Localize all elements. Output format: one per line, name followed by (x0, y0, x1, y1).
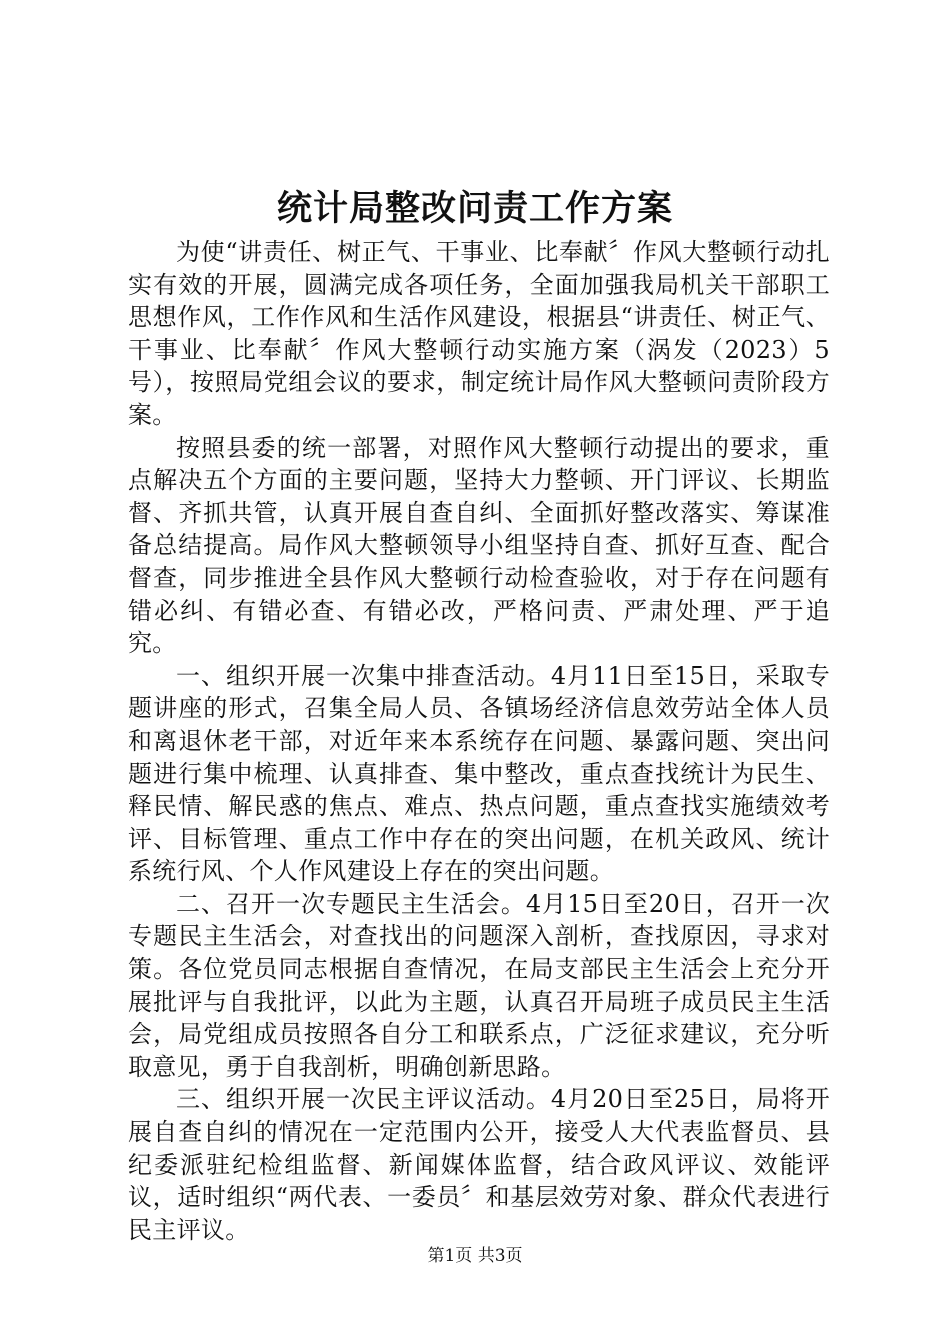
page-number-footer: 第1页 共3页 (427, 1246, 523, 1266)
document-title: 统计局整改问责工作方案 (276, 188, 673, 229)
paragraph-section-three: 三、组织开展一次民主评议活动。4月20日至25日，局将开展自查自纠的情况在一定范围内公开，接受人大代表监督员、县纪委派驻纪检组监督、新闻媒体监督，结合政风评议、效能评议，适时组织“两代表、一委员〞和基层效劳对象、群众代表进行民主评议。 (128, 1085, 830, 1244)
paragraph-intro: 为使“讲责任、树正气、干事业、比奉献〞作风大整顿行动扎实有效的开展，圆满完成各项任务，全面加强我局机关干部职工思想作风，工作作风和生活作风建设，根据县“讲责任、树正气、干事业、比奉献〞作风大整顿行动实施方案（涡发（2023）5号），按照局党组会议的要求，制定统计局作风大整顿问责阶段方案。 (128, 238, 830, 429)
paragraph-section-one: 一、组织开展一次集中排查活动。4月11日至15日，采取专题讲座的形式，召集全局人员、各镇场经济信息效劳站全体人员和离退休老干部，对近年来本系统存在问题、暴露问题、突出问题进行集中梳理、认真排查、集中整改，重点查找统计为民生、释民情、解民惑的焦点、难点、热点问题，重点查找实施绩效考评、目标管理、重点工作中存在的突出问题，在机关政风、统计系统行风、个人作风建设上存在的突出问题。 (128, 661, 830, 886)
paragraph-section-two: 二、召开一次专题民主生活会。4月15日至20日，召开一次专题民主生活会，对查找出的问题深入剖析，查找原因，寻求对策。各位党员同志根据自查情况，在局支部民主生活会上充分开展批评与自我批评，以此为主题，认真召开局班子成员民主生活会，局党组成员按照各自分工和联系点，广泛征求建议，充分听取意见，勇于自我剖析，明确创新思路。 (128, 889, 830, 1081)
paragraph-deployment: 按照县委的统一部署，对照作风大整顿行动提出的要求，重点解决五个方面的主要问题，坚持大力整顿、开门评议、长期监督、齐抓共管，认真开展自查自纠、全面抓好整改落实、筹谋准备总结提高。局作风大整顿领导小组坚持自查、抓好互查、配合督查，同步推进全县作风大整顿行动检查验收，对于存在问题有错必纠、有错必查、有错必改，严格问责、严肃处理、严于追究。 (128, 433, 830, 658)
document-body (128, 236, 830, 1246)
